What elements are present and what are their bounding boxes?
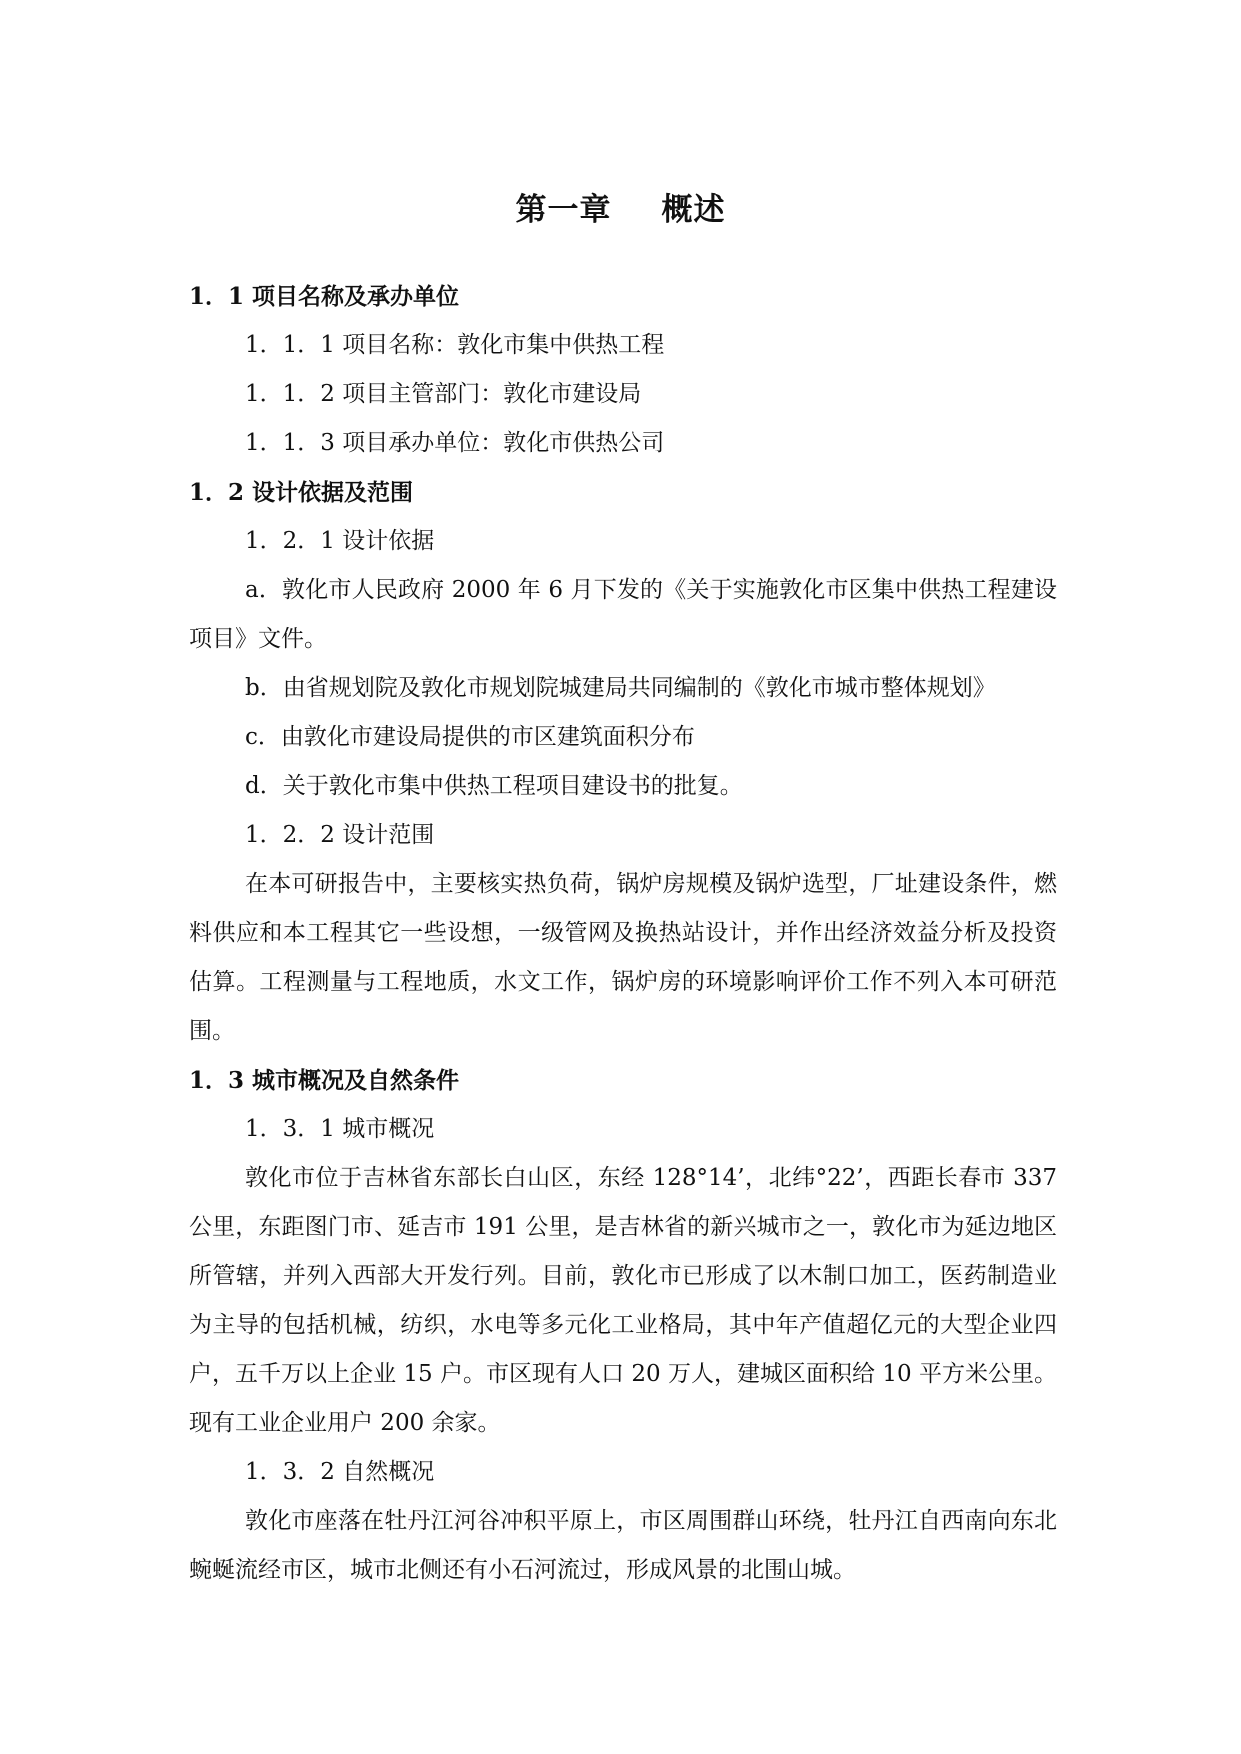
basis-item: d．关于敦化市集中供热工程项目建设书的批复。 bbox=[245, 773, 743, 799]
basis-item: c．由敦化市建设局提供的市区建筑面积分布 bbox=[245, 724, 695, 750]
subsection-heading: 1．2．2 设计范围 bbox=[245, 822, 435, 848]
chapter-name: 概述 bbox=[661, 192, 726, 228]
scope-paragraph: 在本可研报告中，主要核实热负荷，锅炉房规模及锅炉选型，厂址建设条件，燃料供应和本工程其它一些设想，一级管网及换热站设计，并作出经济效益分析及投资估算。工程测量与工程地质，水文工作，锅炉房的环境影响评价工作不列入本可研范围。 bbox=[189, 871, 1057, 1044]
nature-paragraph: 敦化市座落在牡丹江河谷冲积平原上，市区周围群山环绕，牡丹江自西南向东北蜿蜒流经市区，城市北侧还有小石河流过，形成风景的北围山城。 bbox=[189, 1508, 1057, 1583]
subsection-item: 1．1．2 项目主管部门：敦化市建设局 bbox=[245, 381, 642, 407]
basis-item: a．敦化市人民政府 2000 年 6 月下发的《关于实施敦化市区集中供热工程建设项目》文件。 bbox=[189, 577, 1057, 652]
chapter-title bbox=[0, 190, 1241, 230]
document-body bbox=[189, 272, 1057, 1595]
subsection-item: 1．1．3 项目承办单位：敦化市供热公司 bbox=[245, 430, 665, 456]
chapter-label: 第一章 bbox=[515, 192, 612, 228]
city-paragraph: 敦化市位于吉林省东部长白山区，东经 128°14’，北纬°22’，西距长春市 337 公里，东距图门市、延吉市 191 公里，是吉林省的新兴城市之一，敦化市为延边地区所管辖，并列入西部大开发行列。目前，敦化市已形成了以木制口加工，医药制造业为主导的包括机械，纺织，水电等多元化工业格局，其中年产值超亿元的大型企业四户，五千万以上企业 15 户。市区现有人口 20 万人，建城区面积给 10 平方米公里。现有工业企业用户 200 余家。 bbox=[189, 1165, 1057, 1436]
subsection-heading: 1．3．1 城市概况 bbox=[245, 1116, 435, 1142]
subsection-heading: 1．3．2 自然概况 bbox=[245, 1459, 435, 1485]
basis-item: b．由省规划院及敦化市规划院城建局共同编制的《敦化市城市整体规划》 bbox=[245, 675, 996, 701]
section-heading: 1．1 项目名称及承办单位 bbox=[189, 283, 460, 310]
subsection-item: 1．1．1 项目名称：敦化市集中供热工程 bbox=[245, 332, 665, 358]
section-heading: 1．3 城市概况及自然条件 bbox=[189, 1067, 460, 1094]
section-heading: 1．2 设计依据及范围 bbox=[189, 479, 414, 506]
subsection-heading: 1．2．1 设计依据 bbox=[245, 528, 435, 554]
